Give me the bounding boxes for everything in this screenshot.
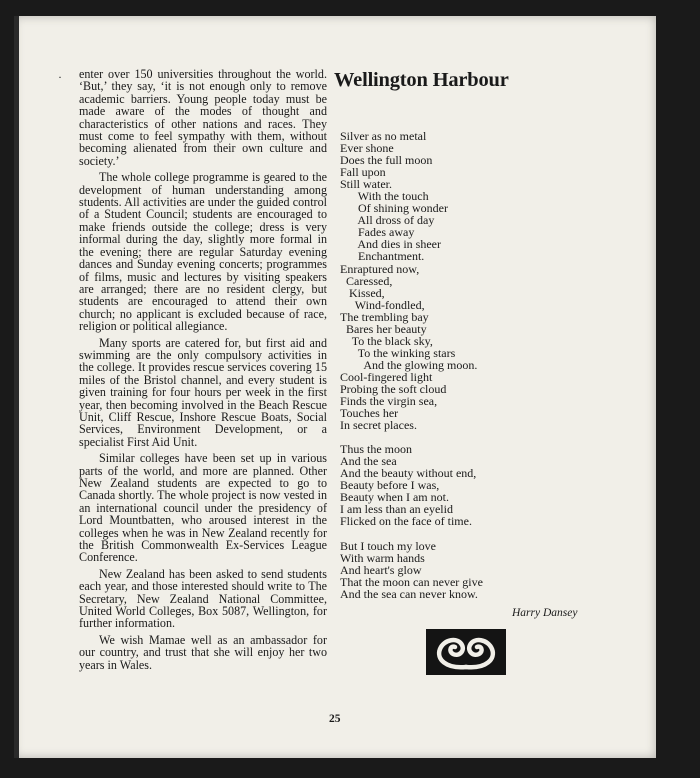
poem-line: Bares her beauty bbox=[340, 321, 427, 336]
poem-line: Probing the soft cloud bbox=[340, 381, 447, 396]
poem-line: Enraptured now, bbox=[340, 261, 420, 276]
poem-title: Wellington Harbour bbox=[334, 69, 509, 91]
poem-line: Enchantment. bbox=[340, 249, 425, 264]
article-paragraph: Similar colleges have been set up in various parts of the world, and more are planned. Other New Zealand students are expected to go to Canada shortly. The whole project is now vested in an international council under the presidency of Lord Mountbatten, who aroused interest in the colleges when he was in New Zealand recently for the British Commonwealth Ex-Services League Conference. bbox=[79, 451, 327, 565]
poem-line: The trembling bay bbox=[340, 309, 429, 324]
poem-line: Thus the moon bbox=[340, 442, 412, 457]
poem-stanza bbox=[340, 130, 620, 431]
magazine-page bbox=[14, 16, 656, 758]
article-paragraph: enter over 150 universities throughout the world. ‘But,’ they say, ‘it is not enough only to remove academic barriers. Young people today must be made aware of the modes of thought and characteristics of other nations and races. They must come to feel sympathy with them, without becoming alienated from their own culture and society.’ bbox=[79, 67, 327, 168]
koru-icon bbox=[426, 629, 506, 675]
poem-line: With the touch bbox=[340, 189, 429, 204]
poem-line: Beauty when I am not. bbox=[340, 490, 449, 505]
poem-line: In secret places. bbox=[340, 418, 417, 433]
poem-line: But I touch my love bbox=[340, 538, 436, 553]
poem-line: I am less than an eyelid bbox=[340, 502, 453, 517]
poem-line: Kissed, bbox=[340, 285, 385, 300]
poem-line: And the sea bbox=[340, 454, 397, 469]
poem-line: And the sea can never know. bbox=[340, 586, 478, 601]
poem-stanza bbox=[340, 443, 620, 527]
poem-line: Does the full moon bbox=[340, 153, 433, 168]
poem-line: Cool-fingered light bbox=[340, 369, 433, 384]
poem-line: And dies in sheer bbox=[340, 237, 441, 252]
page-number: 25 bbox=[329, 713, 341, 725]
poem-line: To the winking stars bbox=[340, 345, 456, 360]
poem-line: Finds the virgin sea, bbox=[340, 394, 438, 409]
poem-line: Beauty before I was, bbox=[340, 478, 440, 493]
article-paragraph: The whole college programme is geared to the development of human understanding among students. All activities are under the guided control of a Student Council; students are encouraged to make friends outside the college; dress is very informal during the day, slightly more formal in the evening; there are regular Saturday evening dances and Sunday evening concerts; programmes of films, music and lectures by visiting speakers are arranged; there are no resident clergy, but students are encouraged to attend their own church; no applicant is excluded because of race, religion or political allegiance. bbox=[79, 170, 327, 334]
poem-line: And heart's glow bbox=[340, 562, 422, 577]
poem-line: Flicked on the face of time. bbox=[340, 514, 472, 529]
poem-line: Caressed, bbox=[340, 273, 393, 288]
poem-line: To the black sky, bbox=[340, 333, 433, 348]
poem-line: Touches her bbox=[340, 406, 399, 421]
article-column bbox=[79, 68, 327, 675]
poem-author: Harry Dansey bbox=[512, 607, 578, 619]
poem-column bbox=[334, 68, 620, 619]
koru-ornament-svg bbox=[426, 629, 506, 675]
poem-line: And the beauty without end, bbox=[340, 466, 477, 481]
poem-line: Still water. bbox=[340, 177, 392, 192]
poem-line: Wind-fondled, bbox=[340, 297, 425, 312]
poem-line: That the moon can never give bbox=[340, 574, 483, 589]
poem-line: And the glowing moon. bbox=[340, 357, 478, 372]
margin-mark: · bbox=[58, 70, 62, 84]
article-paragraph: New Zealand has been asked to send students each year, and those interested should write to The Secretary, New Zealand National Committee, United World Colleges, Box 5087, Wellington, for further information. bbox=[79, 566, 327, 631]
poem-line: Of shining wonder bbox=[340, 201, 448, 216]
poem-line: Silver as no metal bbox=[340, 129, 427, 143]
article-paragraph: Many sports are catered for, but first aid and swimming are the only compulsory activities in the college. It provides rescue services covering 15 miles of the Bristol channel, and every student is given training for four hours per week in the first year, then becoming involved in the Beach Rescue Unit, Cliff Rescue, Inshore Rescue Boats, Social Services, Environment Development, or a specialist First Aid Unit. bbox=[79, 335, 327, 449]
poem-line: All dross of day bbox=[340, 213, 435, 228]
binding-edge bbox=[14, 16, 19, 758]
poem-line: Fall upon bbox=[340, 165, 386, 180]
poem-line: Ever shone bbox=[340, 141, 394, 156]
article-paragraph: We wish Mamae well as an ambassador for our country, and trust that she will enjoy her two years in Wales. bbox=[79, 632, 327, 672]
poem-body bbox=[340, 130, 620, 600]
poem-line: Fades away bbox=[340, 225, 415, 240]
poem-line: With warm hands bbox=[340, 550, 425, 565]
poem-stanza bbox=[340, 540, 620, 600]
